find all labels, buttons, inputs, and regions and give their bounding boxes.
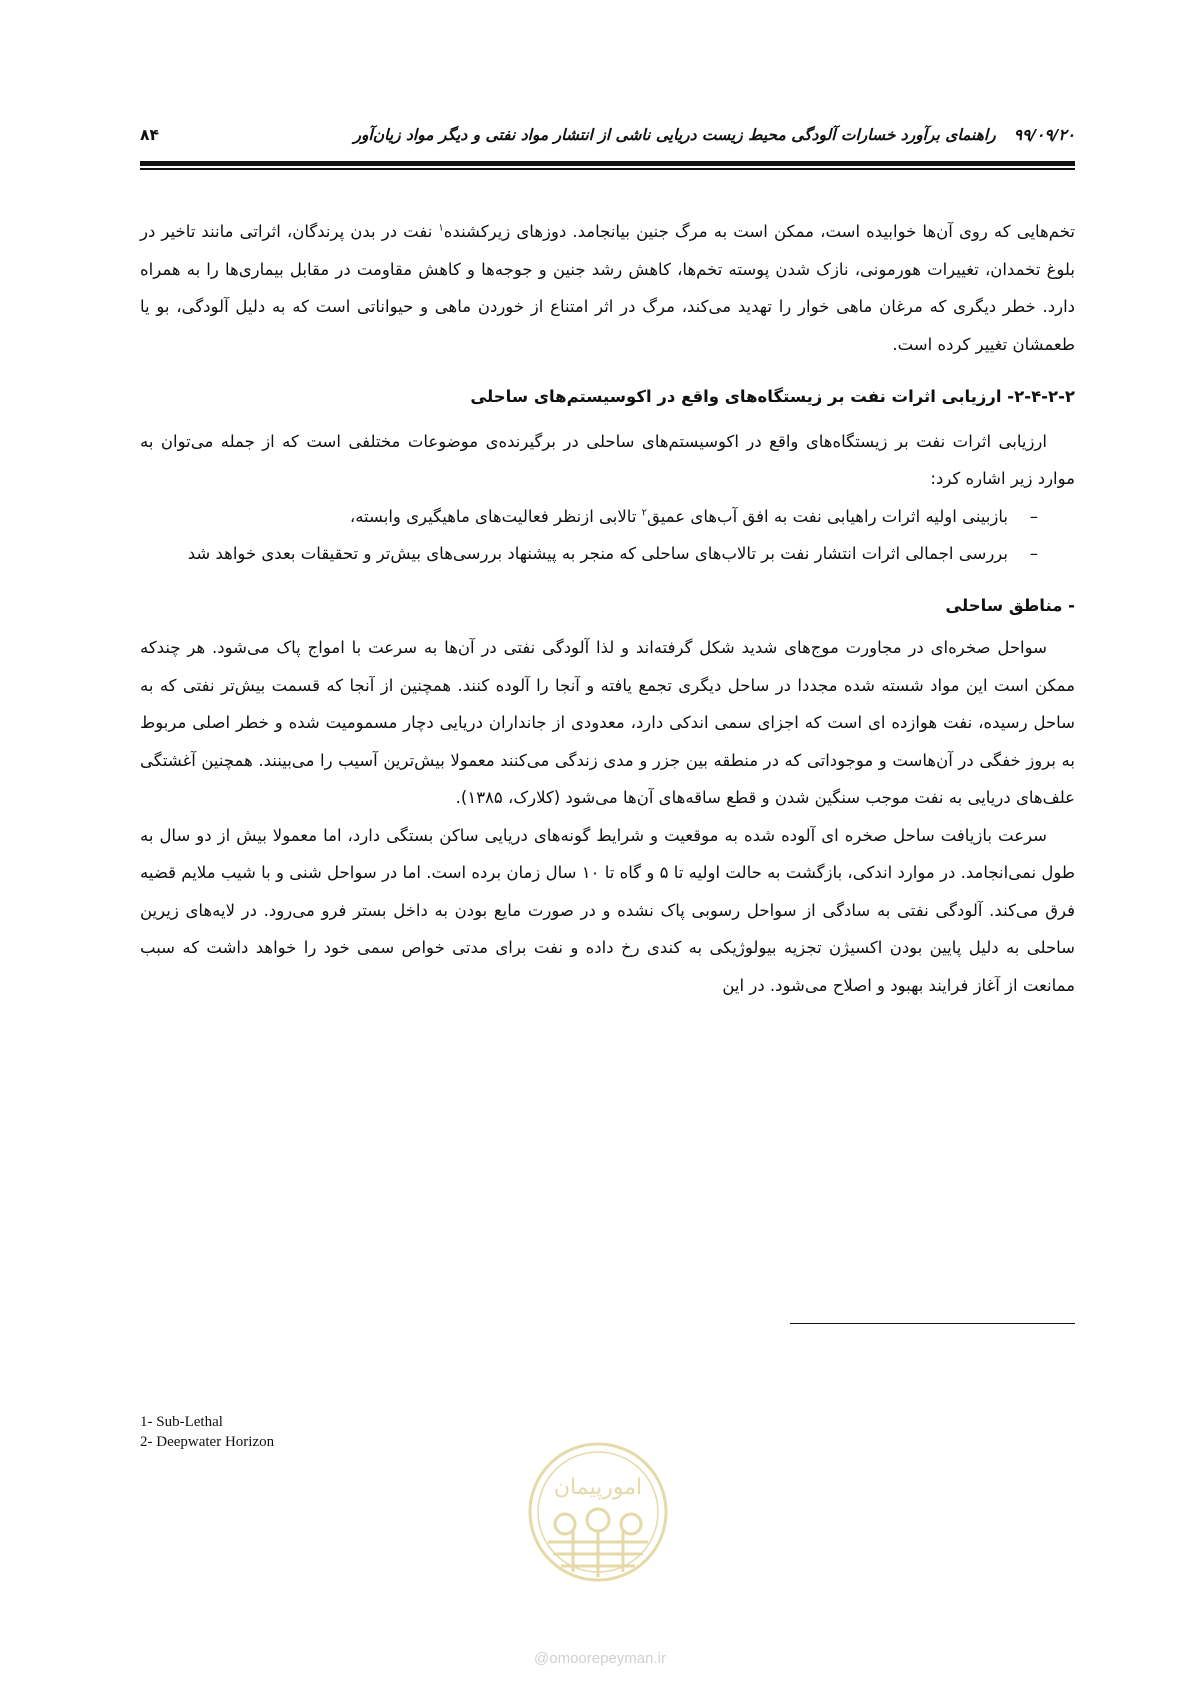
watermark-logo [503,1432,693,1602]
header-title: راهنمای برآورد خسارات آلودگی محیط زیست دریایی ناشی از انتشار مواد نفتی و دیگر مواد زیان‌آور [353,126,996,144]
bullet-list [140,498,1075,573]
subheading-coastal: - مناطق ساحلی [945,595,1075,615]
bullet-dash: – [1029,544,1038,563]
bullet-item-1: – بازبینی اولیه اثرات راهیابی نفت به افق آب‌های عمیق$^۲$ تالابی ازنظر فعالیت‌های ماهیگیری وابسته، [140,498,1038,536]
footnote-2: 2- Deepwater Horizon [140,1434,275,1450]
header-rule-thick [140,161,1075,166]
footnotes [140,1412,274,1452]
section-heading: ۲-۴-۲-۲- ارزیابی اثرات نفت بر زیستگاه‌های واقع در اکوسیستم‌های ساحلی [470,387,1075,406]
bullet-item-2: – بررسی اجمالی اثرات انتشار نفت بر تالاب‌های ساحلی که منجر به پیشنهاد بررسی‌های بیش‌تر و تحقیقات بعدی خواهد شد [140,535,1038,573]
footnote-ref-2: ۲ [641,507,648,518]
paragraph-3: سواحل صخره‌ای در مجاورت موج‌های شدید شکل گرفته‌اند و لذا آلودگی نفتی در آن‌ها به سرعت با امواج پاک می‌شود. هر چندکه ممکن است این مواد شسته شده مجددا در ساحل دیگری تجمع یافته و آنجا را آلوده کنند. همچنین از آنجا که قسمت بیش‌تر نفتی که به ساحل رسیده، نفت هوازده ای است که اجزای سمی اندکی دارد، معدودی از جانداران دریایی دچار مسمومیت شده و خطر اصلی مربوط به بروز خفگی در آن‌هاست و موجوداتی که در منطقه بین جزر و مدی زندگی می‌کنند معمولا بیش‌ترین آسیب را می‌بینند. همچنین آغشتگی علف‌های دریایی به نفت موجب سنگین شدن و قطع ساقه‌های آن‌ها می‌شود (کلارک، ۱۳۸۵). [140,638,1075,807]
paragraph-4: سرعت بازیافت ساحل صخره ای آلوده شده به موقعیت و شرایط گونه‌های دریایی ساکن بستگی دارد، اما معمولا بیش از دو سال به طول نمی‌انجامد. در موارد اندکی، بازگشت به حالت اولیه تا ۵ و گاه تا ۱۰ سال زمان برده است. اما در سواحل شنی و با شیب ملایم قضیه فرق می‌کند. آلودگی نفتی به سادگی از سواحل رسوبی پاک نشده و در صورت مایع بودن به داخل بستر فرو می‌رود. در لایه‌های زیرین ساحلی به دلیل پایین بودن اکسیژن تجزیه بیولوژیکی به کندی رخ داده و نفت برای مدتی خواص سمی خود را خواهد داشت که سبب ممانعت از آغاز فرایند بهبود و اصلاح می‌شود. در این [140,825,1075,995]
paragraph-2: ارزیابی اثرات نفت بر زیستگاه‌های واقع در اکوسیستم‌های ساحلی در برگیرنده‌ی موضوعات مختلفی است که از جمله می‌توان به موارد زیر اشاره کرد: [140,431,1075,488]
watermark-site: @omoorepeyman.ir [534,1650,666,1667]
page-header [140,126,1075,150]
footnote-separator [790,1323,1075,1324]
footnote-1: 1- Sub-Lethal [140,1414,223,1430]
page-number: ۸۴ [140,126,159,144]
watermark-logo-text: امورپیمان [553,1475,643,1500]
running-title [353,126,1075,144]
header-rule-thin [140,168,1075,170]
header-date: ۹۹/۰۹/۲۰ [1013,126,1075,144]
page-body [140,213,1075,1004]
paragraph-1: تخم‌هایی که روی آن‌ها خوابیده است، ممکن است به مرگ جنین بیانجامد. دوزهای زیرکشنده$^۱$ نفت در بدن پرندگان، اثراتی مانند تاخیر در بلوغ تخمدان، تغییرات هورمونی، نازک شدن پوسته تخم‌ها، کاهش رشد جنین و جوجه‌ها و کاهش مقاومت در مقابل بیماری‌ها را به همراه دارد. خطر دیگری که مرغان ماهی خوار را تهدید می‌کند، مرگ در اثر امتناع از خوردن ماهی و حیواناتی است که به دلیل آلودگی، بو یا طعمشان تغییر کرده است. [140,222,1075,354]
footnote-ref-1: ۱ [438,222,444,234]
bullet-dash: – [1029,506,1038,526]
